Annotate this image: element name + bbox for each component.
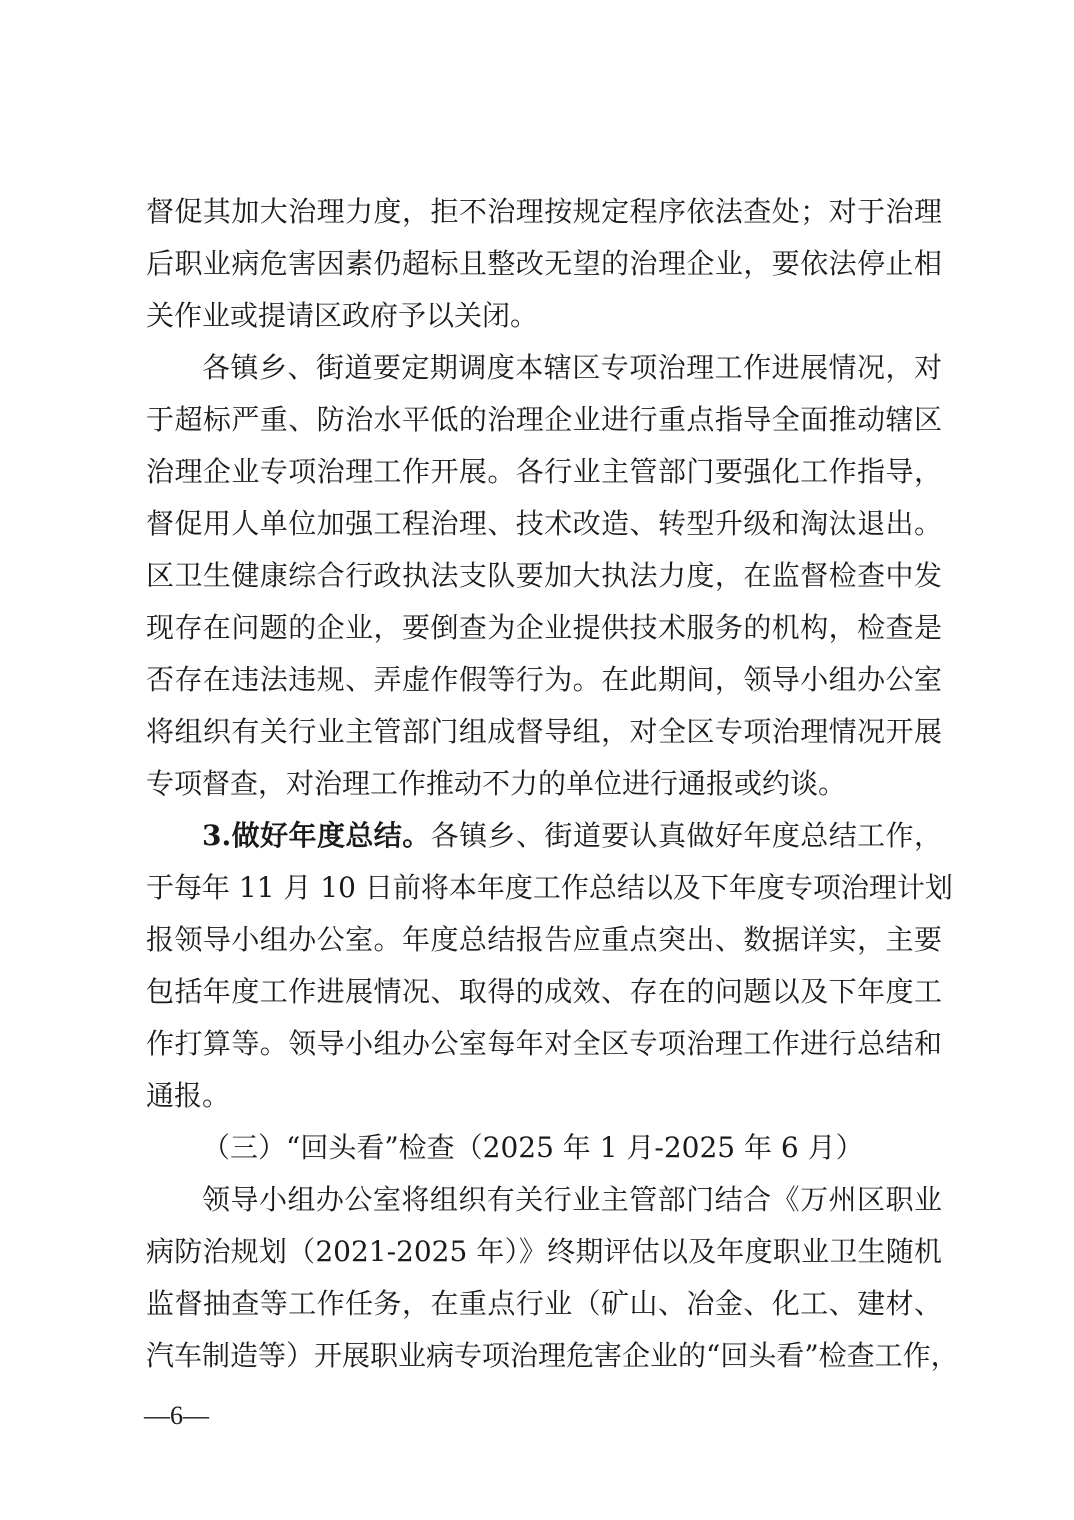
paragraph-4-line-4: 汽车制造等）开展职业病专项治理危害企业的“回头看”检查工作， <box>146 1339 959 1372</box>
section-heading: （三）“回头看”检查（2025 年 1 月-2025 年 6 月） <box>202 1131 864 1164</box>
paragraph-2-line-3: 治理企业专项治理工作开展。各行业主管部门要强化工作指导， <box>146 455 942 488</box>
paragraph-2-line-1: 各镇乡、街道要定期调度本辖区专项治理工作进展情况，对 <box>202 351 942 384</box>
paragraph-3-line-3: 报领导小组办公室。年度总结报告应重点突出、数据详实，主要 <box>146 923 942 956</box>
paragraph-3-line-6: 通报。 <box>146 1079 231 1112</box>
paragraph-3-line-1 <box>202 816 942 856</box>
paragraph-1-line-1: 督促其加大治理力度，拒不治理按规定程序依法查处；对于治理 <box>146 195 942 228</box>
paragraph-3-line-2: 于每年 11 月 10 日前将本年度工作总结以及下年度专项治理计划 <box>146 871 953 904</box>
page-number: —6— <box>144 1401 209 1430</box>
paragraph-3-line-4: 包括年度工作进展情况、取得的成效、存在的问题以及下年度工 <box>146 975 942 1008</box>
paragraph-4-line-1: 领导小组办公室将组织有关行业主管部门结合《万州区职业 <box>202 1183 942 1216</box>
paragraph-2-line-5: 区卫生健康综合行政执法支队要加大执法力度，在监督检查中发 <box>146 559 942 592</box>
paragraph-2-line-4: 督促用人单位加强工程治理、技术改造、转型升级和淘汰退出。 <box>146 507 942 540</box>
paragraph-4-line-2: 病防治规划（2021-2025 年）》终期评估以及年度职业卫生随机 <box>146 1235 942 1268</box>
paragraph-3-line-1-rest: 各镇乡、街道要认真做好年度总结工作， <box>430 819 942 852</box>
paragraph-4-line-3: 监督抽查等工作任务，在重点行业（矿山、冶金、化工、建材、 <box>146 1287 942 1320</box>
paragraph-2-line-7: 否存在违法违规、弄虚作假等行为。在此期间，领导小组办公室 <box>146 663 942 696</box>
paragraph-2-line-9: 专项督查，对治理工作推动不力的单位进行通报或约谈。 <box>146 767 847 800</box>
paragraph-3-line-5: 作打算等。领导小组办公室每年对全区专项治理工作进行总结和 <box>146 1027 942 1060</box>
paragraph-1-line-3: 关作业或提请区政府予以关闭。 <box>146 299 539 332</box>
paragraph-2-line-6: 现存在问题的企业，要倒查为企业提供技术服务的机构，检查是 <box>146 611 942 644</box>
paragraph-2-line-8: 将组织有关行业主管部门组成督导组，对全区专项治理情况开展 <box>146 715 942 748</box>
paragraph-2-line-2: 于超标严重、防治水平低的治理企业进行重点指导全面推动辖区 <box>146 403 942 436</box>
paragraph-3-bold-lead: 3.做好年度总结。 <box>202 819 431 852</box>
paragraph-1-line-2: 后职业病危害因素仍超标且整改无望的治理企业，要依法停止相 <box>146 247 942 280</box>
